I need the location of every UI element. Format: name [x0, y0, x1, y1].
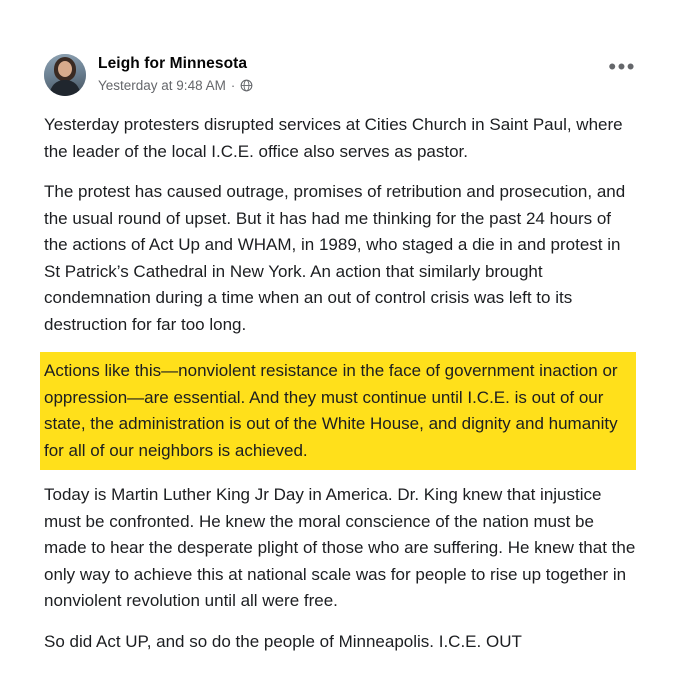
post-paragraph: So did Act UP, and so do the people of Minneapolis. I.C.E. OUT: [44, 631, 522, 651]
post-timestamp[interactable]: Yesterday at 9:48 AM: [98, 78, 226, 93]
facebook-post: [44, 50, 636, 655]
post-author-block: [98, 50, 253, 94]
post-paragraph: Today is Martin Luther King Jr Day in America. Dr. King knew that injustice must be confronted. He knew the moral conscience of the nation must be made to hear the desperate plight of those who are suffering. He knew that the only way to achieve this at national scale was for people to rise up together in nonviolent revolution until all were free.: [44, 485, 636, 610]
post-paragraph-highlighted: Actions like this—nonviolent resistance in the face of government inaction or oppression—are essential. And they must continue until I.C.E. is out of our state, the administration is out of the White House, and dignity and humanity for all of our neighbors is achieved.: [44, 361, 618, 460]
post-paragraph: The protest has caused outrage, promises of retribution and prosecution, and the usual round of upset. But it has had me thinking for the past 24 hours of the actions of Act Up and WHAM, in 1989, who staged a die in and protest in St Patrick’s Cathedral in New York. An action that similarly brought condemnation during a time when an out of control crisis was left to its destruction for far too long.: [44, 182, 626, 334]
avatar[interactable]: [44, 54, 86, 96]
highlighted-paragraph-block: [40, 352, 636, 470]
post-author-name[interactable]: Leigh for Minnesota: [98, 55, 248, 72]
post-body: [44, 112, 636, 655]
post-meta-row: [98, 77, 253, 94]
meta-separator: ·: [230, 78, 236, 93]
post-header: [44, 50, 636, 102]
avatar-face: [58, 61, 72, 77]
post-options-menu-icon[interactable]: •••: [608, 54, 636, 79]
globe-icon: [240, 79, 253, 92]
post-paragraph: Yesterday protesters disrupted services at Cities Church in Saint Paul, where the leader of the local I.C.E. office also serves as pastor.: [44, 115, 623, 161]
